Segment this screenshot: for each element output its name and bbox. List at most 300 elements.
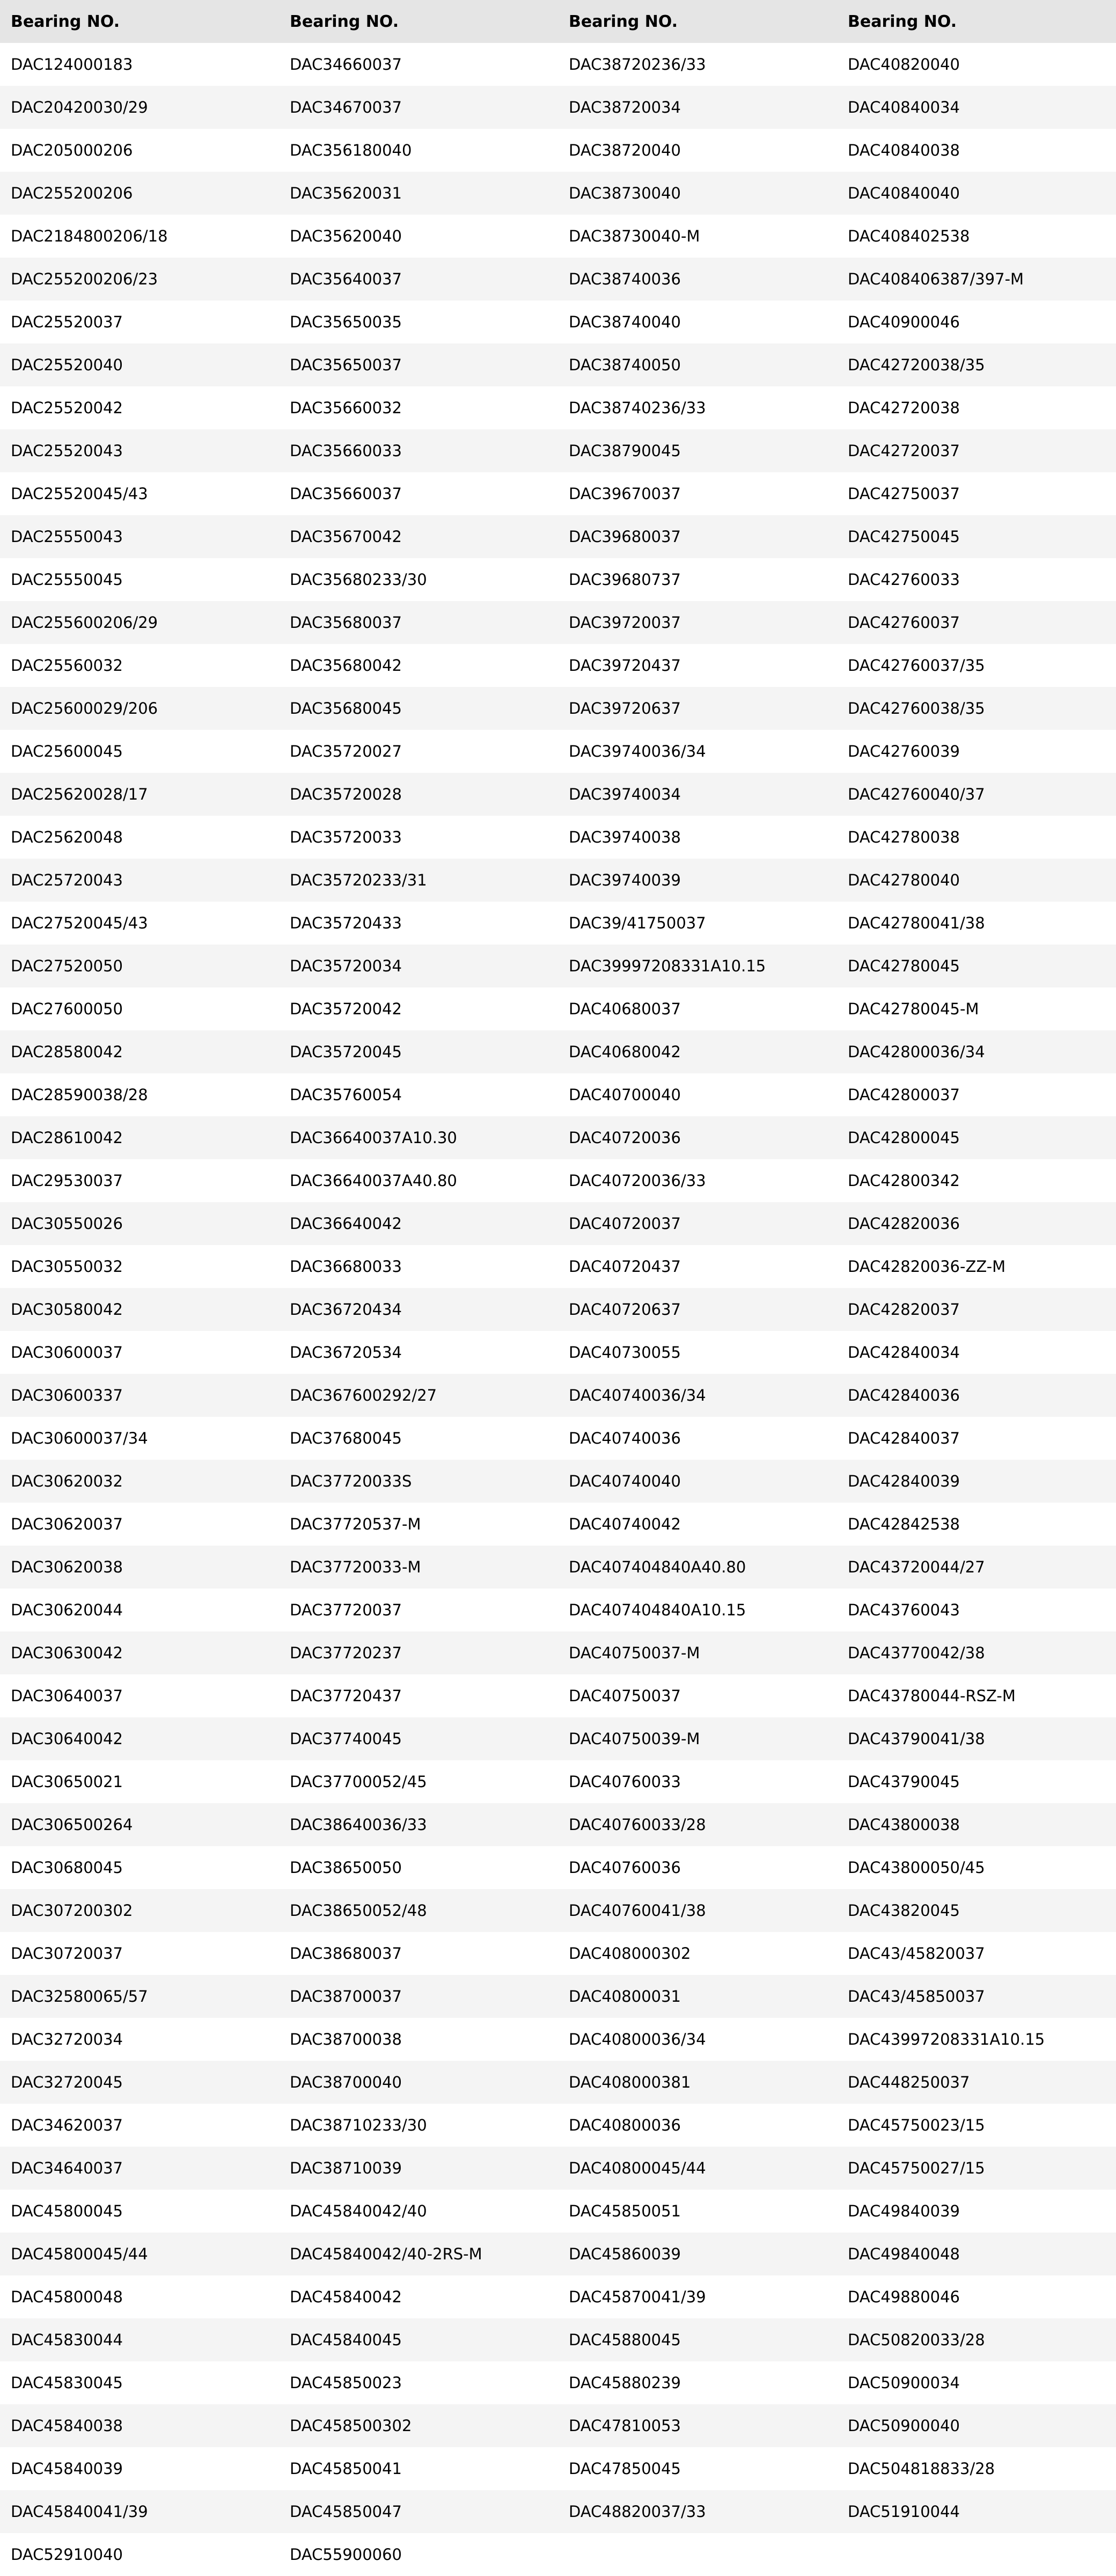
column-header: Bearing NO. — [558, 0, 837, 43]
bearing-number-cell: DAC40840040 — [837, 172, 1116, 215]
bearing-number-cell: DAC39680737 — [558, 558, 837, 601]
bearing-number-cell: DAC36640037A10.30 — [279, 1116, 558, 1159]
bearing-number-cell: DAC39740039 — [558, 859, 837, 902]
bearing-number-cell: DAC49880046 — [837, 2275, 1116, 2318]
bearing-number-cell: DAC42780040 — [837, 859, 1116, 902]
bearing-number-cell: DAC25560032 — [0, 644, 279, 687]
bearing-number-cell: DAC42780045 — [837, 945, 1116, 987]
bearing-number-cell: DAC50900040 — [837, 2404, 1116, 2447]
bearing-number-cell: DAC124000183 — [0, 43, 279, 86]
bearing-number-cell: DAC25520043 — [0, 429, 279, 472]
bearing-number-cell: DAC39720437 — [558, 644, 837, 687]
bearing-number-cell: DAC45840042/40 — [279, 2190, 558, 2233]
bearing-number-cell — [837, 2533, 1116, 2576]
bearing-number-cell: DAC307200302 — [0, 1889, 279, 1932]
bearing-number-cell: DAC30650021 — [0, 1760, 279, 1803]
bearing-number-cell: DAC35650035 — [279, 301, 558, 343]
bearing-number-cell: DAC45840042 — [279, 2275, 558, 2318]
bearing-number-cell: DAC55900060 — [279, 2533, 558, 2576]
bearing-number-cell: DAC30720037 — [0, 1932, 279, 1975]
bearing-number-cell: DAC255200206/23 — [0, 258, 279, 301]
bearing-number-cell: DAC38710039 — [279, 2147, 558, 2190]
bearing-number-cell: DAC45880045 — [558, 2318, 837, 2361]
table-row — [0, 987, 1116, 1030]
bearing-number-cell: DAC49840039 — [837, 2190, 1116, 2233]
bearing-number-cell: DAC35720433 — [279, 902, 558, 945]
bearing-number-cell: DAC25550043 — [0, 515, 279, 558]
bearing-number-cell: DAC45840045 — [279, 2318, 558, 2361]
table-row — [0, 1674, 1116, 1717]
bearing-number-cell: DAC34620037 — [0, 2104, 279, 2147]
table-row — [0, 301, 1116, 343]
bearing-number-cell: DAC37740045 — [279, 1717, 558, 1760]
bearing-number-cell: DAC45800045 — [0, 2190, 279, 2233]
bearing-number-cell: DAC30600037 — [0, 1331, 279, 1374]
bearing-number-cell: DAC30640037 — [0, 1674, 279, 1717]
bearing-number-cell: DAC45840039 — [0, 2447, 279, 2490]
bearing-number-cell: DAC39740038 — [558, 816, 837, 859]
bearing-number-cell: DAC40720637 — [558, 1288, 837, 1331]
bearing-number-cell: DAC45850051 — [558, 2190, 837, 2233]
bearing-number-cell: DAC40800036/34 — [558, 2018, 837, 2061]
bearing-number-cell: DAC40760041/38 — [558, 1889, 837, 1932]
table-row — [0, 945, 1116, 987]
bearing-number-cell: DAC45800045/44 — [0, 2233, 279, 2275]
bearing-number-cell: DAC43760043 — [837, 1589, 1116, 1631]
bearing-number-cell: DAC42720038 — [837, 386, 1116, 429]
bearing-number-cell: DAC356180040 — [279, 129, 558, 172]
bearing-number-cell: DAC38680037 — [279, 1932, 558, 1975]
bearing-number-cell: DAC25720043 — [0, 859, 279, 902]
bearing-number-cell: DAC38740036 — [558, 258, 837, 301]
table-row — [0, 1717, 1116, 1760]
table-row — [0, 1331, 1116, 1374]
bearing-number-cell: DAC2184800206/18 — [0, 215, 279, 258]
bearing-number-cell: DAC40760033 — [558, 1760, 837, 1803]
bearing-number-cell: DAC42840036 — [837, 1374, 1116, 1417]
table-row — [0, 515, 1116, 558]
bearing-number-cell: DAC43780044-RSZ-M — [837, 1674, 1116, 1717]
bearing-number-cell: DAC30550026 — [0, 1202, 279, 1245]
table-row — [0, 902, 1116, 945]
bearing-number-cell: DAC38740050 — [558, 343, 837, 386]
bearing-number-cell: DAC28590038/28 — [0, 1073, 279, 1116]
bearing-number-cell: DAC30580042 — [0, 1288, 279, 1331]
table-row — [0, 1159, 1116, 1202]
bearing-number-cell: DAC40900046 — [837, 301, 1116, 343]
bearing-number-cell: DAC38730040 — [558, 172, 837, 215]
bearing-number-cell: DAC42780041/38 — [837, 902, 1116, 945]
bearing-number-cell: DAC38740040 — [558, 301, 837, 343]
bearing-number-cell: DAC25520045/43 — [0, 472, 279, 515]
bearing-number-cell: DAC39680037 — [558, 515, 837, 558]
bearing-number-cell: DAC38720034 — [558, 86, 837, 129]
bearing-number-cell: DAC30640042 — [0, 1717, 279, 1760]
bearing-number-cell: DAC39740036/34 — [558, 730, 837, 773]
bearing-number-cell: DAC367600292/27 — [279, 1374, 558, 1417]
bearing-number-cell: DAC25520040 — [0, 343, 279, 386]
bearing-number-cell: DAC43820045 — [837, 1889, 1116, 1932]
column-header: Bearing NO. — [837, 0, 1116, 43]
bearing-number-cell: DAC45840038 — [0, 2404, 279, 2447]
bearing-number-cell: DAC38710233/30 — [279, 2104, 558, 2147]
bearing-number-cell: DAC37680045 — [279, 1417, 558, 1460]
bearing-number-cell: DAC40740042 — [558, 1503, 837, 1546]
bearing-number-cell: DAC448250037 — [837, 2061, 1116, 2104]
bearing-number-cell: DAC35660033 — [279, 429, 558, 472]
table-row — [0, 258, 1116, 301]
bearing-number-cell: DAC37720033-M — [279, 1546, 558, 1589]
bearing-number-cell: DAC45840042/40-2RS-M — [279, 2233, 558, 2275]
table-row — [0, 2447, 1116, 2490]
bearing-number-cell: DAC38700038 — [279, 2018, 558, 2061]
bearing-number-cell: DAC51910044 — [837, 2490, 1116, 2533]
bearing-number-cell: DAC42720038/35 — [837, 343, 1116, 386]
bearing-number-cell: DAC38740236/33 — [558, 386, 837, 429]
bearing-number-cell: DAC43790041/38 — [837, 1717, 1116, 1760]
table-row — [0, 1846, 1116, 1889]
table-row — [0, 1116, 1116, 1159]
table-row — [0, 2018, 1116, 2061]
bearing-number-cell: DAC43770042/38 — [837, 1631, 1116, 1674]
bearing-number-cell: DAC40820040 — [837, 43, 1116, 86]
bearing-number-cell: DAC40760036 — [558, 1846, 837, 1889]
bearing-number-cell: DAC40720037 — [558, 1202, 837, 1245]
table-row — [0, 386, 1116, 429]
bearing-number-cell: DAC35720028 — [279, 773, 558, 816]
bearing-number-cell: DAC45850023 — [279, 2361, 558, 2404]
table-row — [0, 1202, 1116, 1245]
bearing-number-cell: DAC40700040 — [558, 1073, 837, 1116]
table-row — [0, 2490, 1116, 2533]
bearing-number-cell: DAC25620048 — [0, 816, 279, 859]
table-row — [0, 343, 1116, 386]
bearing-number-cell: DAC36640037A40.80 — [279, 1159, 558, 1202]
bearing-number-cell: DAC35640037 — [279, 258, 558, 301]
bearing-number-cell: DAC35670042 — [279, 515, 558, 558]
bearing-number-cell: DAC38640036/33 — [279, 1803, 558, 1846]
bearing-number-cell: DAC43800050/45 — [837, 1846, 1116, 1889]
bearing-number-cell: DAC39720637 — [558, 687, 837, 730]
bearing-number-cell: DAC25550045 — [0, 558, 279, 601]
bearing-number-cell: DAC48820037/33 — [558, 2490, 837, 2533]
table-row — [0, 43, 1116, 86]
table-row — [0, 730, 1116, 773]
bearing-number-cell: DAC42820036 — [837, 1202, 1116, 1245]
bearing-number-cell: DAC34670037 — [279, 86, 558, 129]
bearing-number-cell: DAC25620028/17 — [0, 773, 279, 816]
bearing-number-cell: DAC38650052/48 — [279, 1889, 558, 1932]
bearing-number-cell: DAC40800036 — [558, 2104, 837, 2147]
bearing-number-cell: DAC35720045 — [279, 1030, 558, 1073]
bearing-number-cell: DAC35680045 — [279, 687, 558, 730]
bearing-number-cell: DAC36640042 — [279, 1202, 558, 1245]
bearing-number-cell: DAC40840038 — [837, 129, 1116, 172]
bearing-number-cell: DAC42720037 — [837, 429, 1116, 472]
table-row — [0, 1245, 1116, 1288]
bearing-number-cell: DAC28610042 — [0, 1116, 279, 1159]
bearing-number-cell: DAC47810053 — [558, 2404, 837, 2447]
bearing-number-cell: DAC30680045 — [0, 1846, 279, 1889]
table-row — [0, 1417, 1116, 1460]
bearing-number-cell: DAC45870041/39 — [558, 2275, 837, 2318]
bearing-number-cell: DAC34640037 — [0, 2147, 279, 2190]
bearing-number-cell — [558, 2533, 837, 2576]
bearing-number-cell: DAC42750037 — [837, 472, 1116, 515]
bearing-number-cell: DAC43800038 — [837, 1803, 1116, 1846]
table-header — [0, 0, 1116, 43]
bearing-number-cell: DAC35680037 — [279, 601, 558, 644]
column-header: Bearing NO. — [279, 0, 558, 43]
table-row — [0, 2147, 1116, 2190]
bearing-number-cell: DAC37720537-M — [279, 1503, 558, 1546]
table-row — [0, 1975, 1116, 2018]
bearing-number-cell: DAC408406387/397-M — [837, 258, 1116, 301]
bearing-number-cell: DAC45850047 — [279, 2490, 558, 2533]
bearing-number-cell: DAC42760038/35 — [837, 687, 1116, 730]
table-row — [0, 1760, 1116, 1803]
bearing-number-cell: DAC35660032 — [279, 386, 558, 429]
bearing-number-cell: DAC42760033 — [837, 558, 1116, 601]
bearing-number-cell: DAC42840037 — [837, 1417, 1116, 1460]
table-row — [0, 816, 1116, 859]
bearing-number-cell: DAC45750023/15 — [837, 2104, 1116, 2147]
table-row — [0, 1288, 1116, 1331]
bearing-number-cell: DAC25520042 — [0, 386, 279, 429]
table-body — [0, 43, 1116, 2576]
bearing-number-cell: DAC43790045 — [837, 1760, 1116, 1803]
bearing-number-cell: DAC42820037 — [837, 1288, 1116, 1331]
bearing-number-cell: DAC35720027 — [279, 730, 558, 773]
bearing-number-cell: DAC40740036/34 — [558, 1374, 837, 1417]
table-row — [0, 601, 1116, 644]
bearing-number-cell: DAC39740034 — [558, 773, 837, 816]
bearing-number-cell: DAC39997208331A10.15 — [558, 945, 837, 987]
bearing-number-cell: DAC458500302 — [279, 2404, 558, 2447]
bearing-number-cell: DAC35720033 — [279, 816, 558, 859]
table-row — [0, 172, 1116, 215]
table-row — [0, 2061, 1116, 2104]
bearing-number-cell: DAC38790045 — [558, 429, 837, 472]
bearing-number-cell: DAC32720034 — [0, 2018, 279, 2061]
column-header: Bearing NO. — [0, 0, 279, 43]
table-row — [0, 2404, 1116, 2447]
bearing-number-cell: DAC42750045 — [837, 515, 1116, 558]
bearing-number-cell: DAC45880239 — [558, 2361, 837, 2404]
bearing-number-cell: DAC42840034 — [837, 1331, 1116, 1374]
table-row — [0, 2361, 1116, 2404]
bearing-number-cell: DAC255600206/29 — [0, 601, 279, 644]
bearing-number-cell: DAC30600037/34 — [0, 1417, 279, 1460]
bearing-number-cell: DAC50820033/28 — [837, 2318, 1116, 2361]
bearing-number-cell: DAC43/45850037 — [837, 1975, 1116, 2018]
bearing-number-cell: DAC45750027/15 — [837, 2147, 1116, 2190]
bearing-number-cell: DAC39720037 — [558, 601, 837, 644]
table-row — [0, 1889, 1116, 1932]
bearing-number-cell: DAC38650050 — [279, 1846, 558, 1889]
bearing-number-cell: DAC30620037 — [0, 1503, 279, 1546]
bearing-number-cell: DAC40750039-M — [558, 1717, 837, 1760]
table-row — [0, 1374, 1116, 1417]
bearing-number-cell: DAC37700052/45 — [279, 1760, 558, 1803]
bearing-number-cell: DAC42780038 — [837, 816, 1116, 859]
bearing-number-cell: DAC407404840A10.15 — [558, 1589, 837, 1631]
bearing-number-cell: DAC20420030/29 — [0, 86, 279, 129]
bearing-number-cell: DAC42760037 — [837, 601, 1116, 644]
bearing-number-cell: DAC40740036 — [558, 1417, 837, 1460]
table-row — [0, 86, 1116, 129]
bearing-number-cell: DAC42760040/37 — [837, 773, 1116, 816]
bearing-number-cell: DAC205000206 — [0, 129, 279, 172]
bearing-number-cell: DAC306500264 — [0, 1803, 279, 1846]
bearing-number-cell: DAC42800342 — [837, 1159, 1116, 1202]
bearing-number-cell: DAC38730040-M — [558, 215, 837, 258]
bearing-number-cell: DAC42820036-ZZ-M — [837, 1245, 1116, 1288]
bearing-number-cell: DAC47850045 — [558, 2447, 837, 2490]
bearing-number-cell: DAC32720045 — [0, 2061, 279, 2104]
bearing-number-cell: DAC25600029/206 — [0, 687, 279, 730]
bearing-number-cell: DAC49840048 — [837, 2233, 1116, 2275]
bearing-number-cell: DAC45830045 — [0, 2361, 279, 2404]
bearing-number-cell: DAC45850041 — [279, 2447, 558, 2490]
bearing-number-cell: DAC30550032 — [0, 1245, 279, 1288]
bearing-number-cell: DAC28580042 — [0, 1030, 279, 1073]
bearing-number-cell: DAC407404840A40.80 — [558, 1546, 837, 1589]
bearing-number-cell: DAC32580065/57 — [0, 1975, 279, 2018]
header-row — [0, 0, 1116, 43]
table-row — [0, 1932, 1116, 1975]
table-row — [0, 2533, 1116, 2576]
bearing-number-cell: DAC35720233/31 — [279, 859, 558, 902]
table-row — [0, 773, 1116, 816]
bearing-number-cell: DAC408000302 — [558, 1932, 837, 1975]
table-row — [0, 1589, 1116, 1631]
table-row — [0, 859, 1116, 902]
table-row — [0, 2233, 1116, 2275]
bearing-number-cell: DAC40750037 — [558, 1674, 837, 1717]
table-row — [0, 2104, 1116, 2147]
bearing-number-cell: DAC37720033S — [279, 1460, 558, 1503]
bearing-number-cell: DAC37720037 — [279, 1589, 558, 1631]
bearing-number-cell: DAC35680042 — [279, 644, 558, 687]
table-row — [0, 1460, 1116, 1503]
table-row — [0, 558, 1116, 601]
table-row — [0, 687, 1116, 730]
bearing-number-cell: DAC38700040 — [279, 2061, 558, 2104]
bearing-number-cell: DAC45800048 — [0, 2275, 279, 2318]
table-row — [0, 215, 1116, 258]
bearing-number-cell: DAC35720042 — [279, 987, 558, 1030]
bearing-number-cell: DAC40750037-M — [558, 1631, 837, 1674]
bearing-number-cell: DAC30600337 — [0, 1374, 279, 1417]
bearing-number-cell: DAC42780045-M — [837, 987, 1116, 1030]
bearing-number-cell: DAC35680233/30 — [279, 558, 558, 601]
table-row — [0, 1030, 1116, 1073]
bearing-number-cell: DAC42840039 — [837, 1460, 1116, 1503]
bearing-number-cell: DAC42800045 — [837, 1116, 1116, 1159]
bearing-number-cell: DAC45860039 — [558, 2233, 837, 2275]
bearing-number-cell: DAC45840041/39 — [0, 2490, 279, 2533]
bearing-number-cell: DAC42760037/35 — [837, 644, 1116, 687]
bearing-number-cell: DAC35620031 — [279, 172, 558, 215]
bearing-number-cell: DAC40720437 — [558, 1245, 837, 1288]
bearing-number-cell: DAC38700037 — [279, 1975, 558, 2018]
bearing-number-cell: DAC42800037 — [837, 1073, 1116, 1116]
bearing-number-cell: DAC36720534 — [279, 1331, 558, 1374]
bearing-number-cell: DAC35660037 — [279, 472, 558, 515]
table-row — [0, 1073, 1116, 1116]
table-row — [0, 2275, 1116, 2318]
table-row — [0, 1803, 1116, 1846]
bearing-number-cell: DAC30620044 — [0, 1589, 279, 1631]
bearing-number-cell: DAC504818833/28 — [837, 2447, 1116, 2490]
table-row — [0, 1546, 1116, 1589]
bearing-number-cell: DAC255200206 — [0, 172, 279, 215]
bearing-number-cell: DAC40680037 — [558, 987, 837, 1030]
bearing-number-cell: DAC27520045/43 — [0, 902, 279, 945]
bearing-number-cell: DAC29530037 — [0, 1159, 279, 1202]
bearing-number-cell: DAC30620032 — [0, 1460, 279, 1503]
bearing-number-cell: DAC38720236/33 — [558, 43, 837, 86]
bearing-number-cell: DAC40760033/28 — [558, 1803, 837, 1846]
bearing-number-cell: DAC40840034 — [837, 86, 1116, 129]
bearing-number-cell: DAC35760054 — [279, 1073, 558, 1116]
bearing-number-cell: DAC52910040 — [0, 2533, 279, 2576]
bearing-number-cell: DAC37720237 — [279, 1631, 558, 1674]
bearing-number-cell: DAC43997208331A10.15 — [837, 2018, 1116, 2061]
bearing-number-cell: DAC40720036/33 — [558, 1159, 837, 1202]
bearing-number-cell: DAC25600045 — [0, 730, 279, 773]
bearing-number-cell: DAC30630042 — [0, 1631, 279, 1674]
bearing-number-cell: DAC37720437 — [279, 1674, 558, 1717]
bearing-number-cell: DAC27520050 — [0, 945, 279, 987]
bearing-number-cell: DAC40740040 — [558, 1460, 837, 1503]
bearing-number-cell: DAC43/45820037 — [837, 1932, 1116, 1975]
table-row — [0, 644, 1116, 687]
bearing-number-cell: DAC38720040 — [558, 129, 837, 172]
table-row — [0, 2318, 1116, 2361]
table-row — [0, 2190, 1116, 2233]
bearing-number-cell: DAC42842538 — [837, 1503, 1116, 1546]
bearing-number-cell: DAC408000381 — [558, 2061, 837, 2104]
bearing-number-cell: DAC36680033 — [279, 1245, 558, 1288]
bearing-number-cell: DAC35650037 — [279, 343, 558, 386]
bearing-number-cell: DAC40720036 — [558, 1116, 837, 1159]
bearing-number-cell: DAC40800045/44 — [558, 2147, 837, 2190]
table-row — [0, 129, 1116, 172]
bearing-number-cell: DAC45830044 — [0, 2318, 279, 2361]
bearing-number-cell: DAC27600050 — [0, 987, 279, 1030]
bearing-number-cell: DAC39670037 — [558, 472, 837, 515]
table-row — [0, 429, 1116, 472]
bearing-number-cell: DAC34660037 — [279, 43, 558, 86]
bearing-number-cell: DAC40800031 — [558, 1975, 837, 2018]
bearing-number-cell: DAC36720434 — [279, 1288, 558, 1331]
table-row — [0, 1503, 1116, 1546]
bearing-number-cell: DAC42760039 — [837, 730, 1116, 773]
bearing-number-cell: DAC42800036/34 — [837, 1030, 1116, 1073]
bearing-number-cell: DAC40730055 — [558, 1331, 837, 1374]
bearing-number-cell: DAC25520037 — [0, 301, 279, 343]
bearing-number-cell: DAC39/41750037 — [558, 902, 837, 945]
table-row — [0, 472, 1116, 515]
bearing-number-cell: DAC43720044/27 — [837, 1546, 1116, 1589]
bearing-number-cell: DAC35620040 — [279, 215, 558, 258]
bearing-number-cell: DAC30620038 — [0, 1546, 279, 1589]
bearing-number-cell: DAC408402538 — [837, 215, 1116, 258]
bearing-number-cell: DAC40680042 — [558, 1030, 837, 1073]
bearing-number-cell: DAC50900034 — [837, 2361, 1116, 2404]
